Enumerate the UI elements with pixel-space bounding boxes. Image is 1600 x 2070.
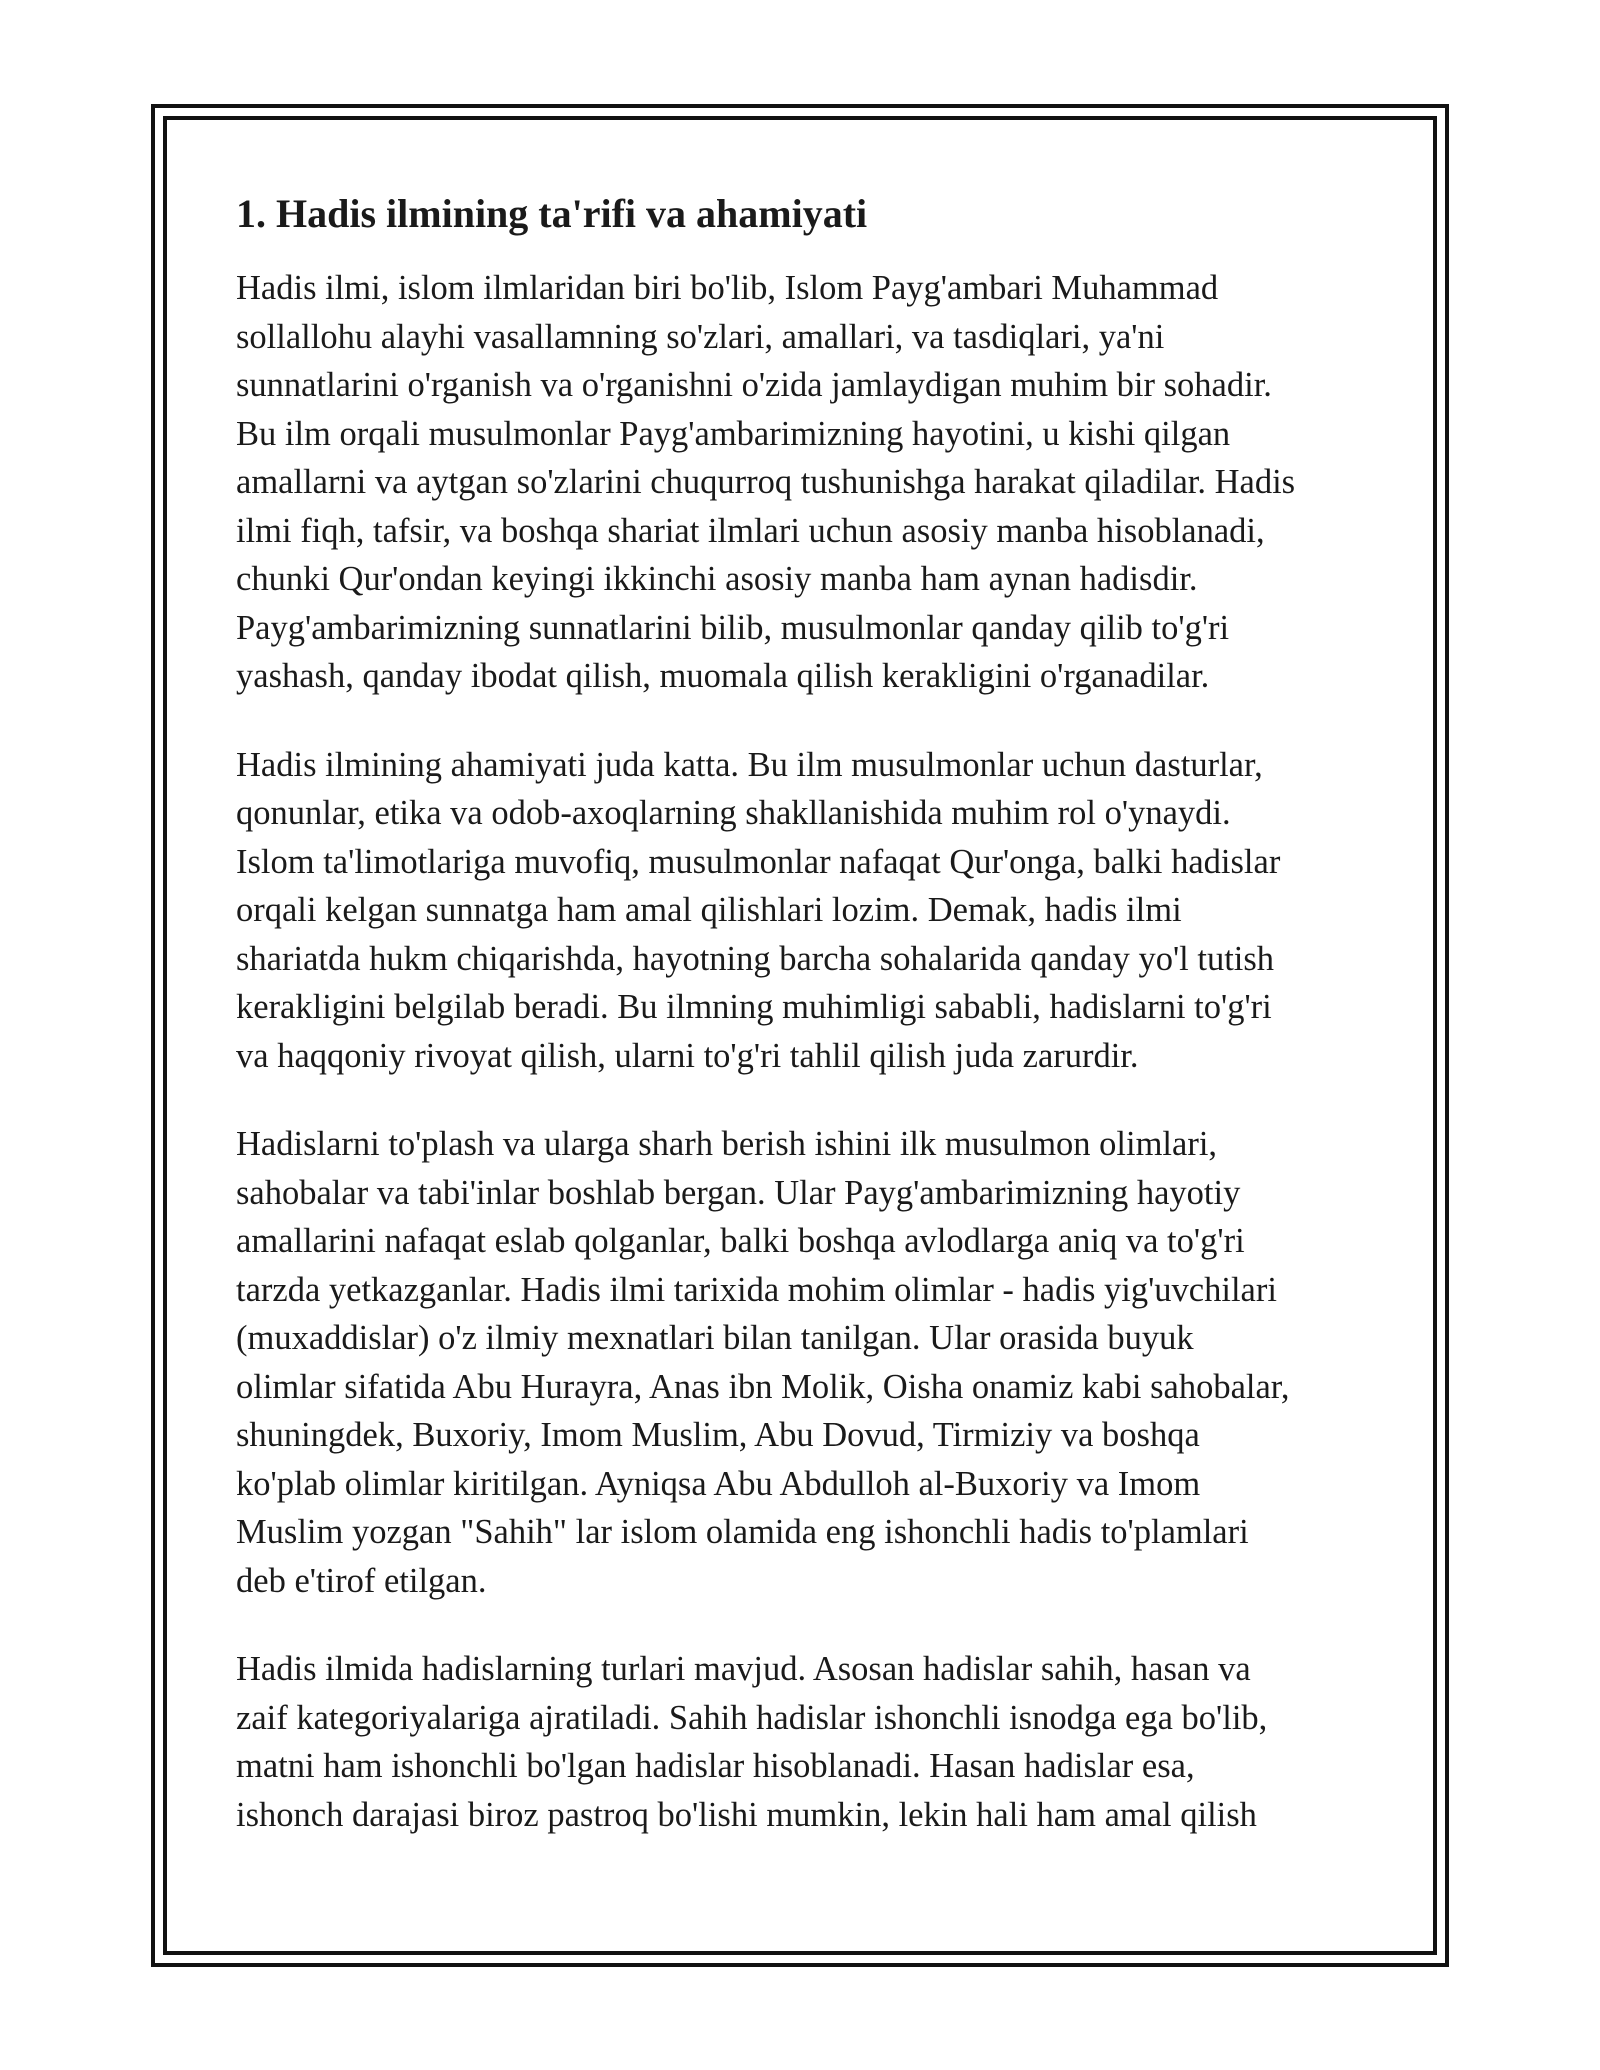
paragraph-2 [236,741,1396,1081]
text-line: chunki Qur'ondan keyingi ikkinchi asosiy manba ham aynan hadisdir. [236,560,1198,598]
paragraph-1 [236,264,1396,701]
text-line: qonunlar, etika va odob-axoqlarning shakllanishida muhim rol o'ynaydi. [236,794,1231,832]
text-line: Hadis ilmida hadislarning turlari mavjud. Asosan hadislar sahih, hasan va [236,1650,1251,1688]
paragraph-3 [236,1120,1396,1605]
text-line: va haqqoniy rivoyat qilish, ularni to'g'ri tahlil qilish juda zarurdir. [236,1036,1139,1075]
text-line: Hadislarni to'plash va ularga sharh berish ishini ilk musulmon olimlari, [236,1125,1218,1163]
text-line: Hadis ilmi, islom ilmlaridan biri bo'lib, Islom Payg'ambari Muhammad [236,269,1219,307]
text-line: sahobalar va tabi'inlar boshlab bergan. Ular Payg'ambarimizning hayotiy [236,1173,1241,1212]
text-line: sollallohu alayhi vasallamning so'zlari, amallari, va tasdiqlari, ya'ni [236,317,1165,356]
text-line: olimlar sifatida Abu Hurayra, Anas ibn Molik, Oisha onamiz kabi sahobalar, [236,1367,1290,1406]
text-line: kerakligini belgilab beradi. Bu ilmning muhimligi sababli, hadislarni to'g'ri [236,988,1272,1026]
text-line: Hadis ilmining ahamiyati juda katta. Bu ilm musulmonlar uchun dasturlar, [236,745,1263,784]
text-line: ishonch darajasi biroz pastroq bo'lishi mumkin, lekin hali ham amal qilish [236,1795,1257,1834]
text-line: orqali kelgan sunnatga ham amal qilishlari lozim. Demak, hadis ilmi [236,891,1182,929]
text-line: shuningdek, Buxoriy, Imom Muslim, Abu Dovud, Tirmiziy va boshqa [236,1416,1200,1454]
text-line: zaif kategoriyalariga ajratiladi. Sahih hadislar ishonchli isnodga ega bo'lib, [236,1698,1268,1737]
text-line: Islom ta'limotlariga muvofiq, musulmonlar nafaqat Qur'onga, balki hadislar [236,842,1281,881]
paragraph-4 [236,1645,1396,1839]
text-line: yashash, qanday ibodat qilish, muomala qilish kerakligini o'rganadilar. [236,657,1210,695]
text-line: deb e'tirof etilgan. [236,1561,487,1600]
document-body [236,188,1396,1879]
text-line: ilmi fiqh, tafsir, va boshqa shariat ilmlari uchun asosiy manba hisoblanadi, [236,511,1265,550]
text-line: amallarni va aytgan so'zlarini chuqurroq tushunishga harakat qiladilar. Hadis [236,463,1296,501]
text-line: matni ham ishonchli bo'lgan hadislar hisoblanadi. Hasan hadislar esa, [236,1747,1195,1785]
text-line: sunnatlarini o'rganish va o'rganishni o'zida jamlaydigan muhim bir sohadir. [236,366,1272,404]
text-line: Bu ilm orqali musulmonlar Payg'ambarimizning hayotini, u kishi qilgan [236,414,1231,453]
text-line: (muxaddislar) o'z ilmiy mexnatlari bilan tanilgan. Ular orasida buyuk [236,1319,1194,1357]
text-line: ko'plab olimlar kiritilgan. Ayniqsa Abu Abdulloh al-Buxoriy va Imom [236,1464,1201,1503]
text-line: tarzda yetkazganlar. Hadis ilmi tarixida mohim olimlar - hadis yig'uvchilari [236,1270,1277,1309]
text-line: Payg'ambarimizning sunnatlarini bilib, musulmonlar qanday qilib to'g'ri [236,608,1230,647]
section-heading: 1. Hadis ilmining ta'rifi va ahamiyati [236,191,868,236]
text-line: amallarini nafaqat eslab qolganlar, balki boshqa avlodlarga aniq va to'g'ri [236,1222,1245,1260]
text-line: shariatda hukm chiqarishda, hayotning barcha sohalarida qanday yo'l tutish [236,939,1275,978]
text-line: Muslim yozgan "Sahih" lar islom olamida eng ishonchli hadis to'plamlari [236,1513,1249,1551]
